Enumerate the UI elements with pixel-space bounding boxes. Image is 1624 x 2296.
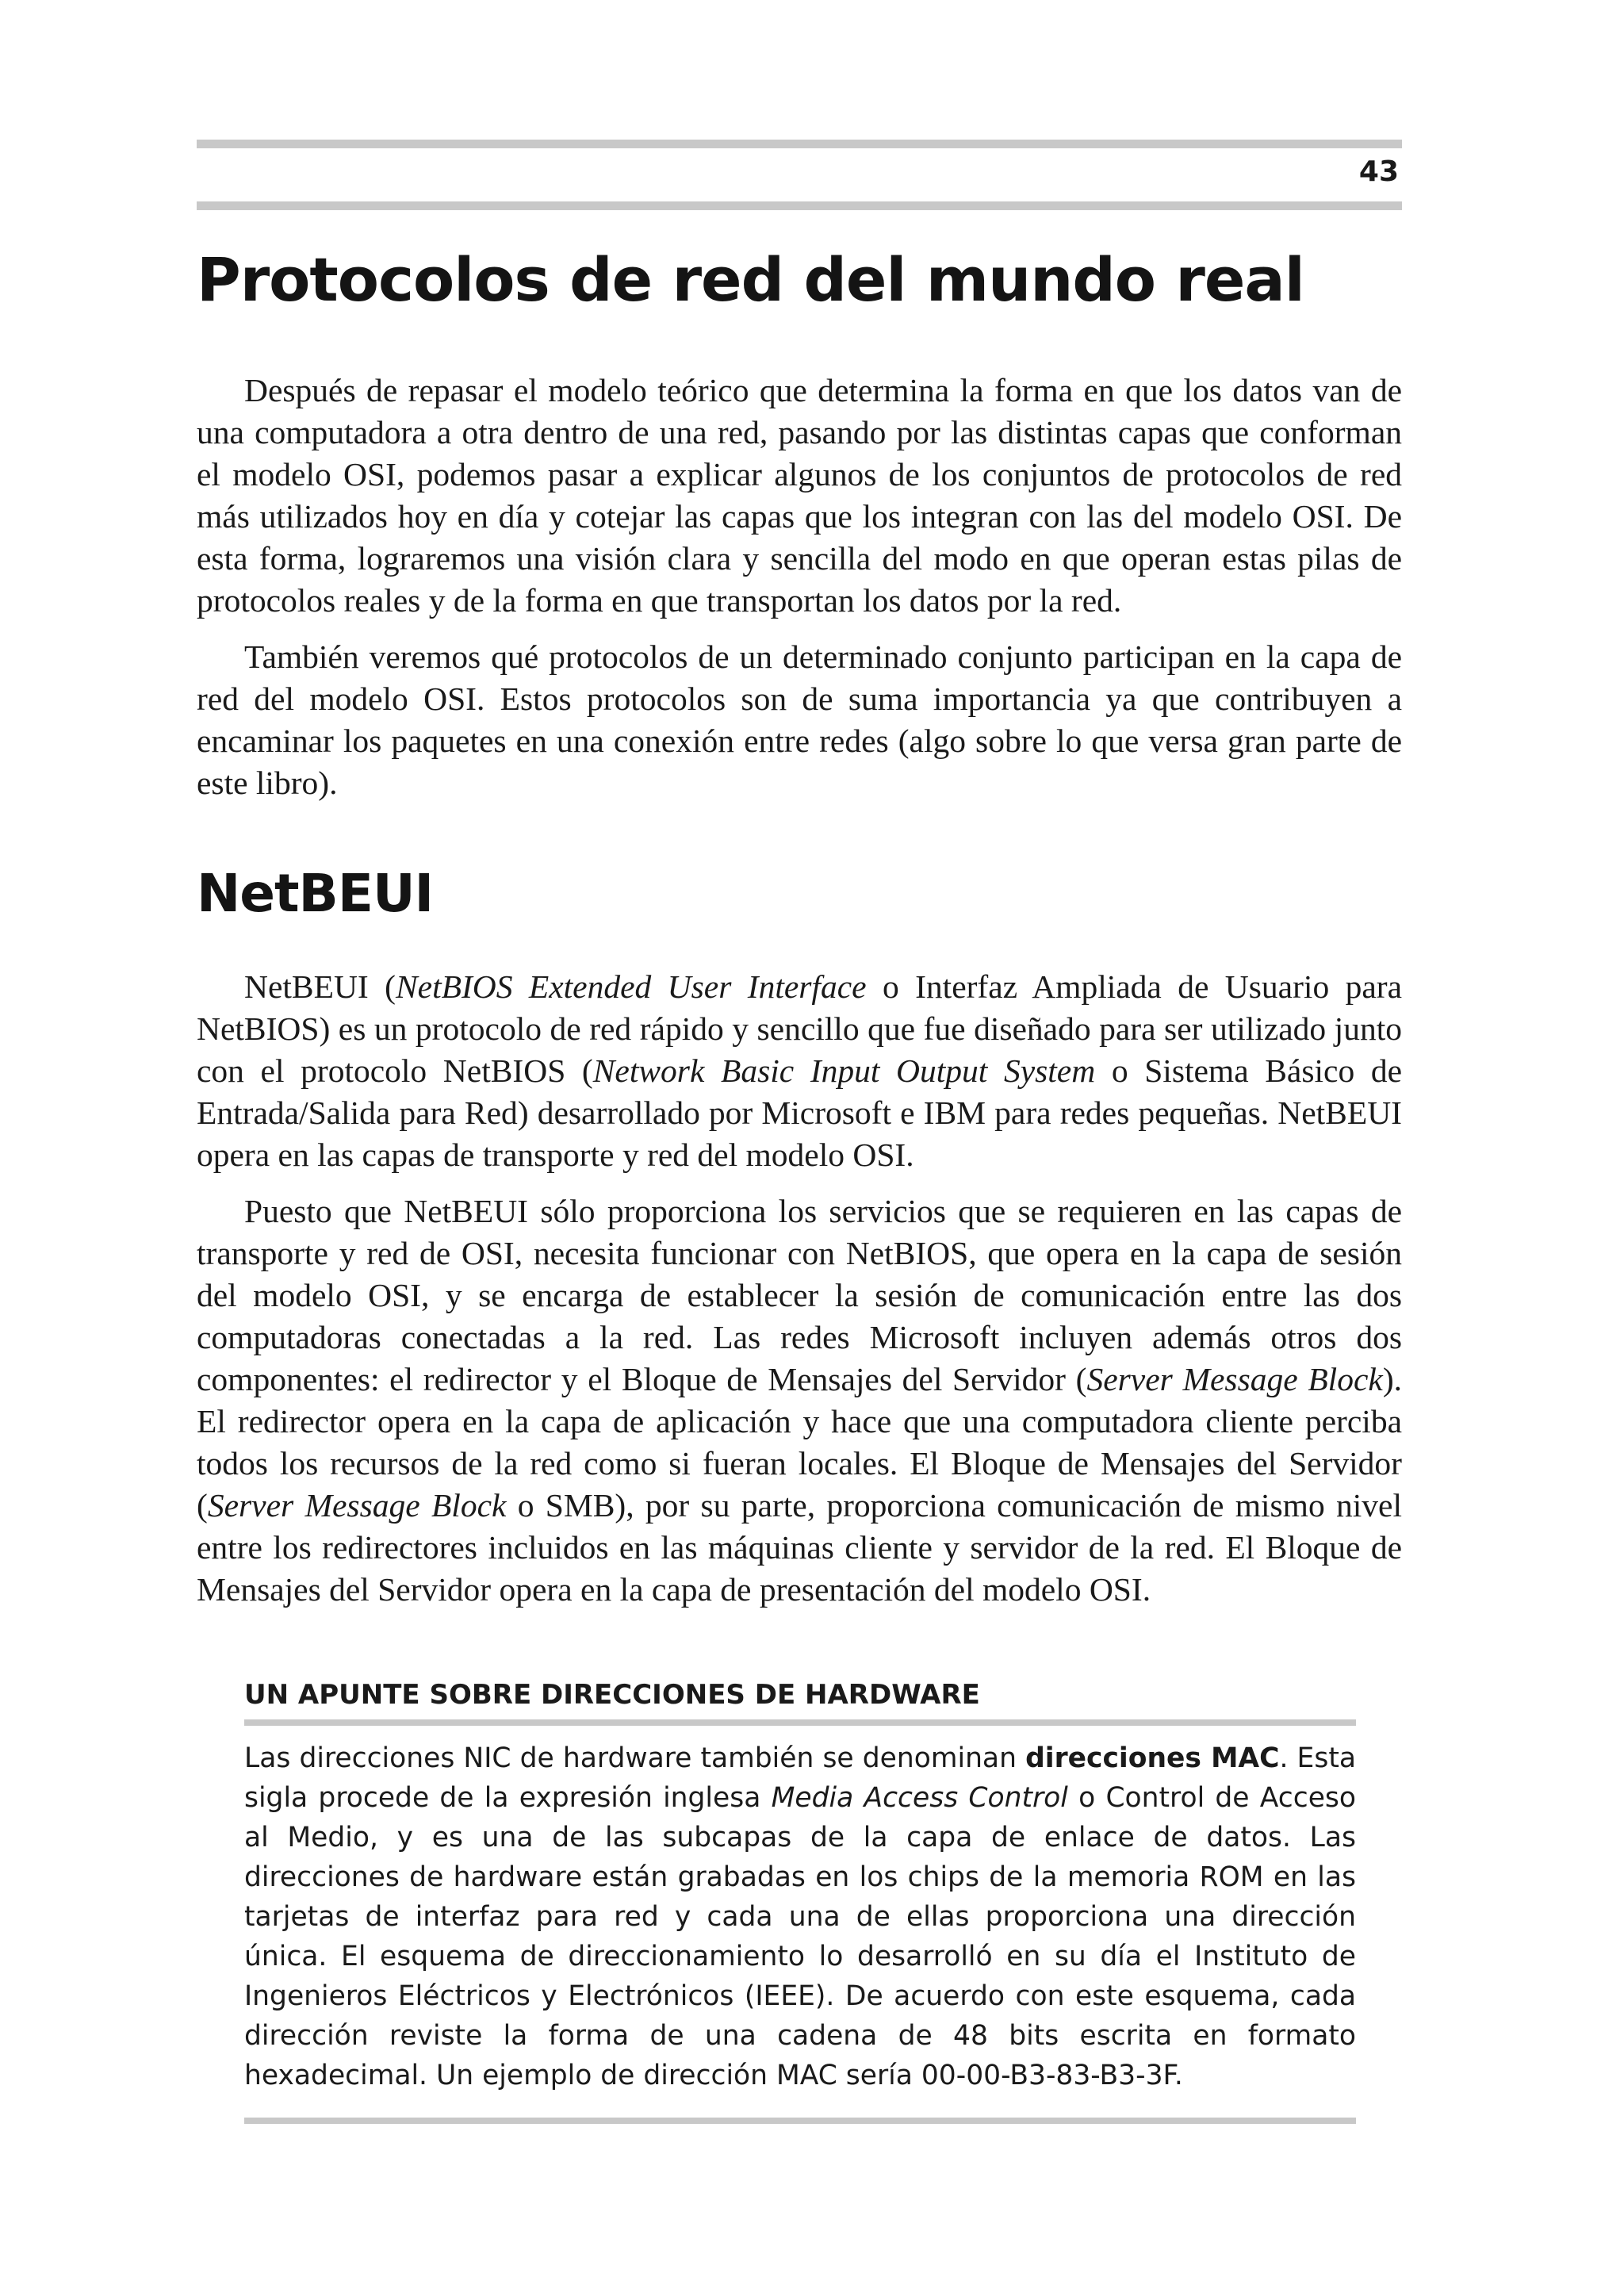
section-heading-protocolos: Protocolos de red del mundo real <box>197 244 1304 315</box>
section-netbeui-body <box>197 966 1402 1625</box>
section-protocolos-body <box>197 370 1402 818</box>
paragraph-netbeui-netbios: Puesto que NetBEUI sólo proporciona los servicios que se requieren en las capas de transporte y red de OSI, necesita funcionar con NetBIOS, que opera en la capa de sesión del modelo OSI, y se encarga de establecer la sesión de comunicación entre las dos computadoras conectadas a la red. Las redes Microsoft incluyen además otros dos componentes: el redirector y el Bloque de Mensajes del Servidor (Server Message Block). El redirector opera en la capa de aplicación y hace que una computadora cliente perciba todos los recursos de la red como si fueran locales. El Bloque de Mensajes del Servidor (Server Message Block o SMB), por su parte, proporciona comunicación de mismo nivel entre los redirectores incluidos en las máquinas cliente y servidor de la red. El Bloque de Mensajes del Servidor opera en la capa de presentación del modelo OSI. <box>197 1193 1403 1608</box>
header-bottom-rule <box>197 201 1402 210</box>
sidebar-top-rule <box>244 1719 1356 1726</box>
sidebar-title: UN APUNTE SOBRE DIRECCIONES DE HARDWARE <box>244 1679 980 1711</box>
sidebar-bottom-rule <box>244 2118 1356 2124</box>
paragraph-capa-red: También veremos qué protocolos de un determinado conjunto participan en la capa de red del modelo OSI. Estos protocolos son de suma importancia ya que contribuyen a encaminar los paquetes en una conexión entre redes (algo sobre lo que versa gran parte de este libro). <box>197 638 1402 801</box>
section-heading-netbeui: NetBEUI <box>197 863 434 924</box>
paragraph-netbeui-definition: NetBEUI (NetBIOS Extended User Interface o Interfaz Ampliada de Usuario para NetBIOS) es un protocolo de red rápido y sencillo que fue diseñado para ser utilizado junto con el protocolo NetBIOS (Network Basic Input Output System o Sistema Básico de Entrada/Salida para Red) desarrollado por Microsoft e IBM para redes pequeñas. NetBEUI opera en las capas de transporte y red del modelo OSI. <box>197 968 1403 1173</box>
page-number: 43 <box>1358 155 1399 188</box>
header-top-rule <box>197 140 1402 148</box>
sidebar-body: Las direcciones NIC de hardware también se denominan direcciones MAC. Esta sigla procede de la expresión inglesa Media Access Control o Control de Acceso al Medio, y es una de las subcapas de la capa de enlace de datos. Las direcciones de hardware están grabadas en los chips de la memoria ROM en las tarjetas de interfaz para red y cada una de ellas proporciona una dirección única. El esquema de direccionamiento lo desarrolló en su día el Instituto de Ingenieros Eléctricos y Electrónicos (IEEE). De acuerdo con este esquema, cada dirección reviste la forma de una cadena de 48 bits escrita en formato hexadecimal. Un ejemplo de dirección MAC sería 00-00-B3-83-B3-3F. <box>244 1742 1357 2091</box>
paragraph-intro: Después de repasar el modelo teórico que determina la forma en que los datos van de una computadora a otra dentro de una red, pasando por las distintas capas que conforman el modelo OSI, podemos pasar a explicar algunos de los conjuntos de protocolos de red más utilizados hoy en día y cotejar las capas que los integran con las del modelo OSI. De esta forma, lograremos una visión clara y sencilla del modo en que operan estas pilas de protocolos reales y de la forma en que transportan los datos por la red. <box>197 372 1402 619</box>
